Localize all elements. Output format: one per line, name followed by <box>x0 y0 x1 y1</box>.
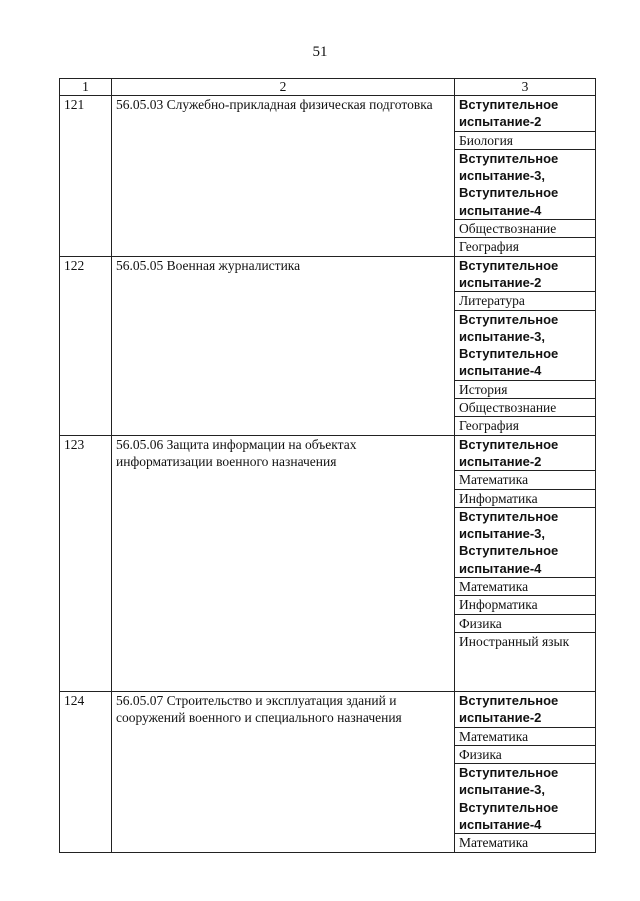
subject-name: Физика <box>455 614 595 632</box>
subject-name: Иностранный язык <box>455 632 595 691</box>
subject-item <box>455 292 595 310</box>
subject-item <box>455 310 595 380</box>
subject-item <box>455 764 595 834</box>
table-row <box>60 256 596 435</box>
subject-name: Математика <box>455 578 595 596</box>
exam-subjects <box>455 96 596 257</box>
subject-item <box>455 614 595 632</box>
subject-item <box>455 238 595 256</box>
entrance-exam-label: Вступительное испытание-3, Вступительное испытание-4 <box>455 310 595 380</box>
row-number: 122 <box>60 256 112 435</box>
subject-item <box>455 834 595 852</box>
subject-name: Литература <box>455 292 595 310</box>
subject-name: География <box>455 417 595 435</box>
row-number: 123 <box>60 435 112 691</box>
header-col-3: 3 <box>455 79 596 96</box>
subject-item <box>455 399 595 417</box>
table-row <box>60 96 596 257</box>
subject-name: Математика <box>455 471 595 489</box>
entrance-exam-label: Вступительное испытание-2 <box>459 97 559 130</box>
entrance-exam-label: Вступительное испытание-3, Вступительное испытание-4 <box>455 149 595 219</box>
table-row <box>60 691 596 852</box>
row-number: 121 <box>60 96 112 257</box>
entrance-exam-label: Вступительное испытание-2 <box>459 257 559 290</box>
subject-name: Физика <box>455 745 595 763</box>
subject-item <box>455 131 595 149</box>
subject-item <box>455 507 595 577</box>
program-title: 56.05.03 Служебно-прикладная физическая подготовка <box>112 96 455 257</box>
table-row <box>60 435 596 691</box>
entrance-exam-label: Вступительное испытание-2 <box>459 436 559 469</box>
subject-item <box>455 436 595 471</box>
subject-name: Математика <box>455 834 595 852</box>
program-title: 56.05.05 Военная журналистика <box>112 256 455 435</box>
subject-item <box>455 692 595 727</box>
subject-item <box>455 727 595 745</box>
subject-item <box>455 489 595 507</box>
exam-subjects <box>455 691 596 852</box>
admission-table <box>59 78 596 853</box>
subject-item <box>455 596 595 614</box>
exam-subjects <box>455 435 596 691</box>
page-number: 51 <box>312 44 328 60</box>
subject-item <box>455 96 595 131</box>
program-title: 56.05.06 Защита информации на объектах информатизации военного назначения <box>112 435 455 691</box>
subject-item <box>455 745 595 763</box>
subject-item <box>455 257 595 292</box>
subject-name: Математика <box>455 727 595 745</box>
subject-item <box>455 417 595 435</box>
subject-name: Обществознание <box>455 399 595 417</box>
subject-name: Информатика <box>455 596 595 614</box>
subject-item <box>455 149 595 219</box>
entrance-exam-label: Вступительное испытание-3, Вступительное испытание-4 <box>455 764 595 834</box>
header-col-1: 1 <box>60 79 112 96</box>
entrance-exam-label: Вступительное испытание-2 <box>459 692 559 726</box>
header-col-2: 2 <box>112 79 455 96</box>
subject-name: Биология <box>455 131 595 149</box>
subject-item <box>455 220 595 238</box>
exam-subjects <box>455 256 596 435</box>
subject-list <box>455 436 595 691</box>
subject-item <box>455 471 595 489</box>
subject-name: Информатика <box>455 489 595 507</box>
subject-name: История <box>455 380 595 398</box>
header-row <box>60 79 596 96</box>
subject-item <box>455 632 595 691</box>
subject-list <box>455 96 595 256</box>
subject-item <box>455 380 595 398</box>
subject-list <box>455 692 595 852</box>
row-number: 124 <box>60 691 112 852</box>
subject-name: Обществознание <box>455 220 595 238</box>
subject-list <box>455 257 595 435</box>
subject-item <box>455 578 595 596</box>
entrance-exam-label: Вступительное испытание-3, Вступительное испытание-4 <box>455 507 595 577</box>
program-title: 56.05.07 Строительство и эксплуатация зданий и сооружений военного и специального назначения <box>112 691 455 852</box>
subject-name: География <box>455 238 595 256</box>
